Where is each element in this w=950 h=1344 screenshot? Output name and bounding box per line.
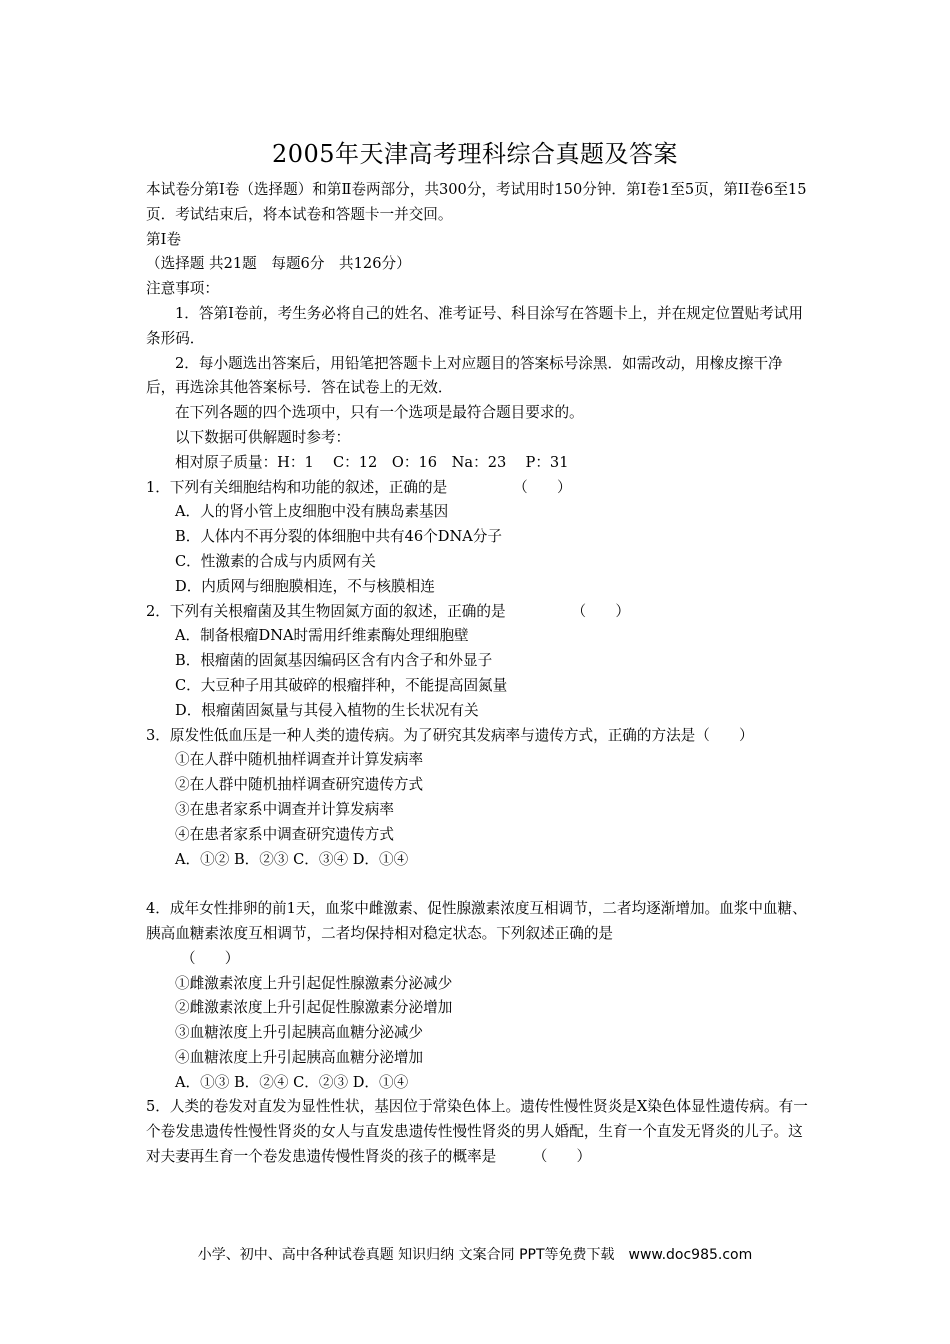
question-stem: 4．成年女性排卵的前1天，血浆中雌激素、促性腺激素浓度互相调节，二者均逐渐增加。血浆中血糖、胰高血糖素浓度互相调节，二者均保持相对稳定状态。下列叙述正确的是 (146, 900, 807, 942)
option: C．性激素的合成与内质网有关 (175, 552, 376, 570)
question-stem: 3．原发性低血压是一种人类的遗传病。为了研究其发病率与遗传方式，正确的方法是（ ） (146, 726, 754, 744)
statement-item: ③血糖浓度上升引起胰高血糖分泌减少 (175, 1024, 424, 1042)
section-heading: 第Ⅰ卷 (146, 230, 181, 248)
option: C．大豆种子用其破碎的根瘤拌种，不能提高固氮量 (175, 676, 508, 694)
blank-line (146, 872, 810, 897)
statement-item: ②雌激素浓度上升引起促性腺激素分泌增加 (175, 999, 453, 1017)
question-5 (146, 1095, 810, 1169)
option: B．人体内不再分裂的体细胞中共有46个DNA分子 (175, 528, 502, 546)
footer-text: 小学、初中、高中各种试卷真题 知识归纳 文案合同 PPT等免费下载 www.doc985.com (197, 1247, 753, 1263)
option: A．制备根瘤DNA时需用纤维素酶处理细胞壁 (175, 627, 469, 645)
note-item: 1．答第Ⅰ卷前，考生务必将自己的姓名、准考证号、科目涂写在答题卡上，并在规定位置贴考试用条形码． (146, 304, 803, 347)
question-4 (146, 897, 810, 1095)
statement-item: ④血糖浓度上升引起胰高血糖分泌增加 (175, 1048, 424, 1066)
intro-paragraph: 本试卷分第Ⅰ卷（选择题）和第Ⅱ卷两部分，共300分，考试用时150分钟．第Ⅰ卷1至5页，第II卷6至15页．考试结束后，将本试卷和答题卡一并交回。 (146, 181, 807, 223)
option: D．内质网与细胞膜相连，不与核膜相连 (175, 577, 435, 595)
question-stem: 1．下列有关细胞结构和功能的叙述，正确的是 （ ） (146, 476, 810, 501)
statement-item: ①在人群中随机抽样调查并计算发病率 (175, 751, 424, 769)
option: D．根瘤菌固氮量与其侵入植物的生长状况有关 (175, 701, 479, 719)
option: B．根瘤菌的固氮基因编码区含有内含子和外显子 (175, 652, 493, 670)
question-stem: 5．人类的卷发对直发为显性性状，基因位于常染色体上。遗传性慢性贤炎是X染色体显性遗传病。有一个卷发患遗传性慢性肾炎的女人与直发患遗传性慢性肾炎的男人婚配，生育一个直发无肾炎的儿子。这对夫妻再生育一个卷发患遗传慢性肾炎的孩子的概率是 （ ） (146, 1098, 808, 1166)
statement-item: ③在患者家系中调查并计算发病率 (175, 800, 394, 818)
answer-paren: （ ） (513, 478, 572, 496)
question-stem: 2．下列有关根瘤菌及其生物固氮方面的叙述，正确的是 （ ） (146, 600, 810, 625)
statement-item: ②在人群中随机抽样调查研究遗传方式 (175, 776, 424, 794)
answer-choices: A．①③ B．②④ C．②③ D．①④ (175, 1073, 409, 1091)
note-item: 2．每小题选出答案后，用铅笔把答题卡上对应题目的答案标号涂黑．如需改动，用橡皮擦干净后，再选涂其他答案标号．答在试卷上的无效． (146, 354, 783, 397)
section-subheading: （选择题 共21题 每题6分 共126分） (146, 255, 411, 273)
answer-paren: （ ） (571, 602, 630, 620)
answer-choices: A．①② B．②③ C．③④ D．①④ (175, 850, 409, 868)
note-item: 相对原子质量：H：1 C：12 O：16 Na：23 P：31 (175, 453, 569, 471)
statement-item: ①雌激素浓度上升引起促性腺激素分泌减少 (175, 974, 453, 992)
note-item: 在下列各题的四个选项中，只有一个选项是最符合题目要求的。 (175, 404, 584, 422)
question-3 (146, 724, 810, 873)
option: A．人的肾小管上皮细胞中没有胰岛素基因 (175, 503, 449, 521)
notes-heading: 注意事项： (146, 280, 219, 298)
question-1 (146, 476, 810, 600)
note-item: 以下数据可供解题时参考： (175, 428, 351, 446)
document-body (146, 178, 810, 1170)
answer-paren: （ ） (181, 949, 240, 967)
page-title: 2005年天津高考理科综合真题及答案 (271, 140, 679, 168)
question-2 (146, 600, 810, 724)
statement-item: ④在患者家系中调查研究遗传方式 (175, 825, 394, 843)
